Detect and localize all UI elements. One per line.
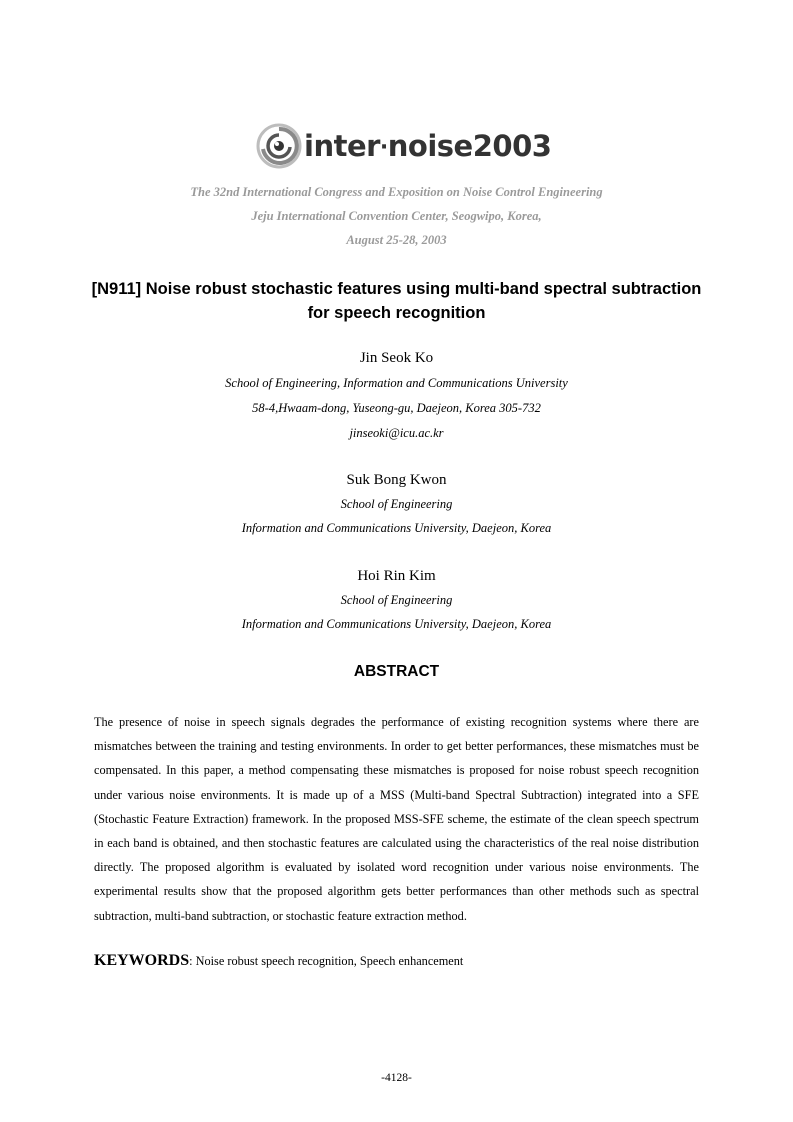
conference-name: The 32nd International Congress and Exposition on Noise Control Engineering [190, 185, 603, 199]
keywords-label: KEYWORDS [94, 952, 190, 969]
abstract-heading: ABSTRACT [353, 663, 440, 680]
author-email: jinseoki@icu.ac.kr [349, 426, 444, 440]
abstract-text: The presence of noise in speech signals degrades the performance of existing recognition systems where there are mismatches between the training and testing environments. In order to get better performances, these mismatches must be compensated. In this paper, a method compensating these mismatches is proposed for noise robust speech recognition under various noise environments. It is made up of a MSS (Multi-band Spectral Subtraction) integrated into a SFE (Stochastic Feature Extraction) framework. In the proposed MSS-SFE scheme, the estimate of the clean speech spectrum in each band is obtained, and then stochastic features are calculated using the characteristics of the real noise distribution directly. The proposed algorithm is evaluated by isolated word recognition under various noise environments. The experimental results show that the proposed algorithm gets better performances than other methods such as spectral subtraction, multi-band subtraction, or stochastic feature extraction method. [94, 715, 699, 923]
keywords-text: : Noise robust speech recognition, Speech enhancement [189, 954, 464, 968]
page-number: -4128- [381, 1072, 412, 1084]
author-name: Hoi Rin Kim [357, 568, 436, 584]
author-affiliation: School of Engineering [340, 593, 453, 607]
author-affiliation: Information and Communications University, Daejeon, Korea [241, 521, 552, 535]
author-affiliation: School of Engineering [340, 497, 453, 511]
paper-title-line1: [N911] Noise robust stochastic features using multi-band spectral subtraction [91, 280, 702, 298]
logo-wordmark: inter·noise2003 [304, 129, 552, 163]
conference-venue: Jeju International Convention Center, Seogwipo, Korea, [251, 209, 542, 223]
conference-date: August 25-28, 2003 [346, 233, 447, 247]
author-name: Suk Bong Kwon [346, 472, 447, 488]
author-address: 58-4,Hwaam-dong, Yuseong-gu, Daejeon, Korea 305-732 [252, 401, 541, 415]
author-name: Jin Seok Ko [359, 350, 434, 366]
paper-title-line2: for speech recognition [307, 304, 486, 322]
author-affiliation: School of Engineering, Information and Communications University [225, 376, 568, 390]
swirl-logo-icon [256, 123, 302, 169]
author-affiliation: Information and Communications University, Daejeon, Korea [241, 617, 552, 631]
keywords [94, 952, 463, 970]
conference-logo [256, 120, 551, 172]
